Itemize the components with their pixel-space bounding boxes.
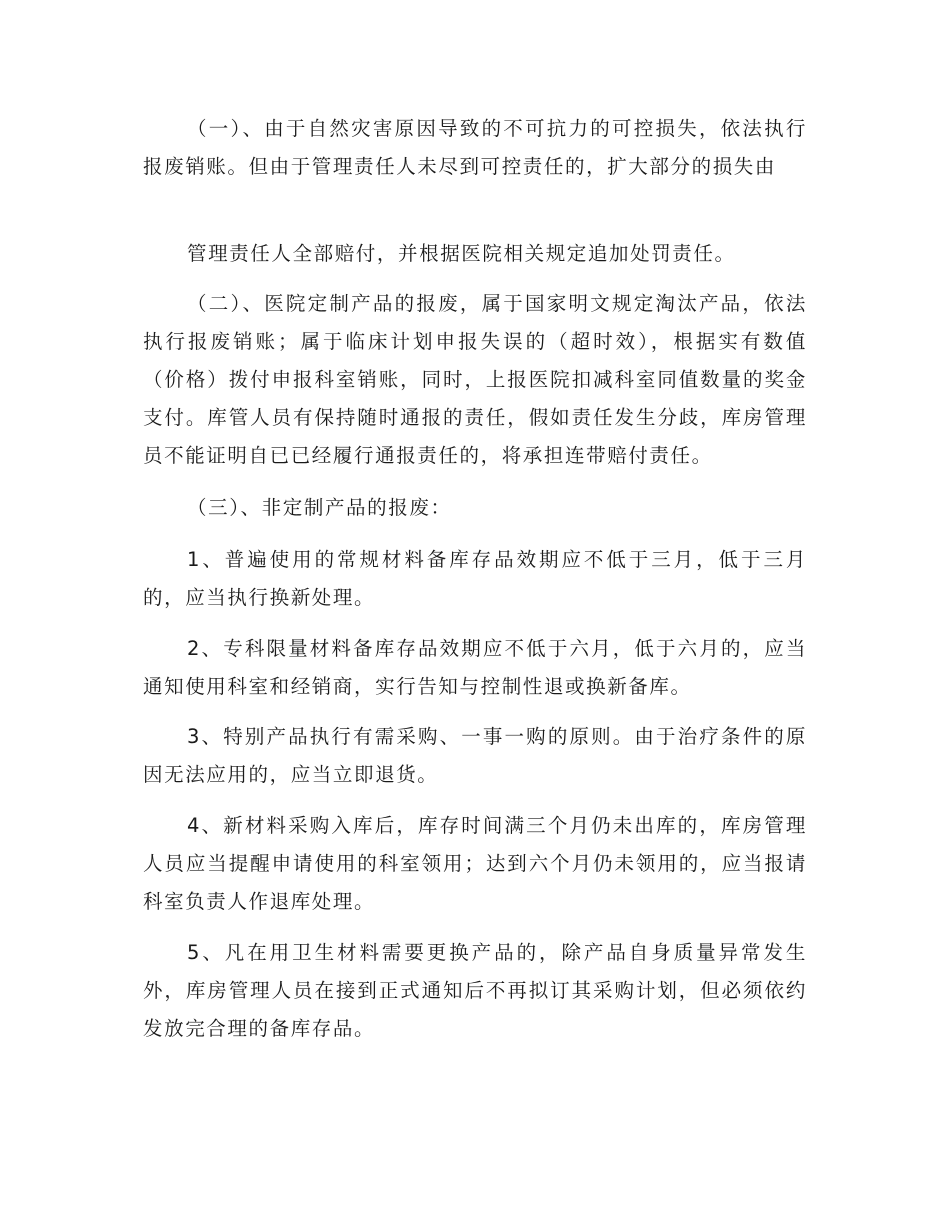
paragraph-3: （二）、医院定制产品的报废，属于国家明文规定淘汰产品，依法执行报废销账；属于临床计划申报失误的（超时效），根据实有数值（价格）拨付申报科室销账，同时，上报医院扣减科室同值数量的奖金支付。库管人员有保持随时通报的责任，假如责任发生分歧，库房管理员不能证明自已已经履行通报责任的，将承担连带赔付责任。 — [143, 292, 807, 467]
paragraph-5: 1、普遍使用的常规材料备库存品效期应不低于三月，低于三月的，应当执行换新处理。 — [143, 548, 807, 609]
paragraph-1: （一）、由于自然灾害原因导致的不可抗力的可控损失，依法执行报废销账。但由于管理责任人未尽到可控责任的，扩大部分的损失由 — [143, 117, 807, 178]
paragraph-6: 2、专科限量材料备库存品效期应不低于六月，低于六月的，应当通知使用科室和经销商，实行告知与控制性退或换新备库。 — [143, 637, 807, 698]
paragraph-9: 5、凡在用卫生材料需要更换产品的，除产品自身质量异常发生外，库房管理人员在接到正式通知后不再拟订其采购计划，但必须依约发放完合理的备库存品。 — [143, 941, 807, 1040]
paragraph-4: （三）、非定制产品的报废： — [187, 496, 452, 519]
paragraph-7: 3、特别产品执行有需采购、一事一购的原则。由于治疗条件的原因无法应用的，应当立即退货。 — [143, 725, 807, 786]
paragraph-8: 4、新材料采购入库后，库存时间满三个月仍未出库的，库房管理人员应当提醒申请使用的科室领用；达到六个月仍未领用的，应当报请科室负责人作退库处理。 — [143, 814, 807, 913]
paragraph-2: 管理责任人全部赔付，并根据医院相关规定追加处罚责任。 — [187, 242, 736, 265]
